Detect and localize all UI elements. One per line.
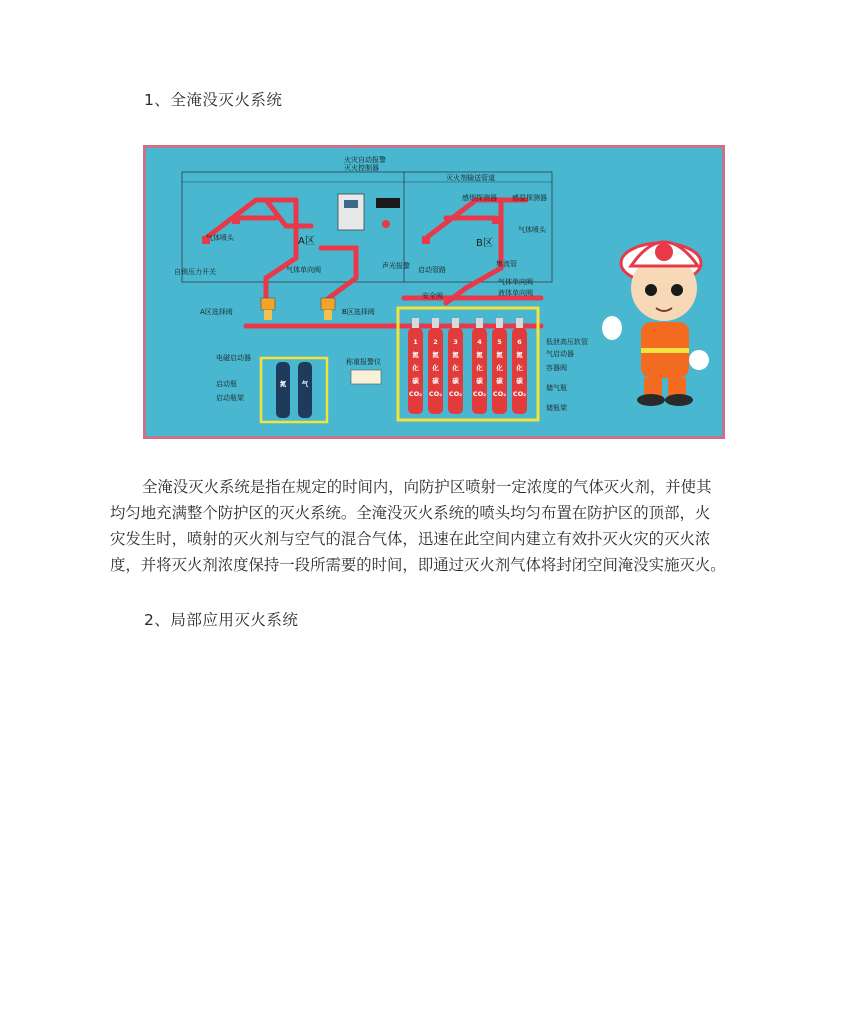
start-bottle-char-0: 氮 bbox=[279, 380, 287, 388]
diagram-label-gas-check: 气体单向阀 bbox=[498, 278, 533, 286]
paragraph-line-3: 灾发生时，喷射的灭火剂与空气的混合气体，迅速在此空间内建立有效扑灭火灾的灭火浓 bbox=[110, 530, 711, 548]
diagram-label-smoke-det: 感烟探测器 bbox=[462, 194, 497, 202]
cylinder-label: CO₂ bbox=[472, 390, 487, 398]
weigh-alarm-box bbox=[351, 370, 381, 384]
cylinder-label: 碳 bbox=[432, 377, 439, 385]
section-heading-1: 1、全淹没灭火系统 bbox=[144, 91, 283, 109]
cylinder-label: 氮 bbox=[496, 351, 503, 359]
diagram-label-zone-b: B区 bbox=[476, 238, 493, 249]
diagram-label-check-valve: 气体单向阀 bbox=[286, 266, 321, 274]
diagram-label-select-b: B区选择阀 bbox=[342, 308, 375, 316]
cylinder-label: 碳 bbox=[476, 377, 483, 385]
diagram-label-liquid-check: 液体单向阀 bbox=[498, 289, 533, 297]
start-bottle-char-1: 气 bbox=[301, 380, 309, 388]
cylinder-label: 2 bbox=[433, 338, 438, 346]
diagram-label-nozzle-a: 气体喷头 bbox=[206, 234, 234, 242]
diagram-label-start-pipe: 启动管路 bbox=[418, 266, 446, 274]
cylinder-label: 1 bbox=[413, 338, 418, 346]
cylinder-label: 碳 bbox=[516, 377, 523, 385]
cylinder-label: 化 bbox=[516, 364, 523, 372]
cylinder-label: 化 bbox=[496, 364, 503, 372]
cylinder-label: 氮 bbox=[516, 351, 523, 359]
diagram-label-start-rack: 启动瓶架 bbox=[216, 394, 244, 402]
cylinder-label: 氮 bbox=[412, 351, 419, 359]
cylinder-label: 氮 bbox=[476, 351, 483, 359]
diagram-label-nozzle-b: 气体喷头 bbox=[518, 226, 546, 234]
cylinder-label: CO₂ bbox=[408, 390, 423, 398]
diagram-label-zone-a: A区 bbox=[298, 236, 315, 247]
firefighter-mascot bbox=[602, 242, 709, 406]
diagram-label-temp-det: 感温探测器 bbox=[512, 194, 547, 202]
cylinder-label: CO₂ bbox=[428, 390, 443, 398]
diagram-label-hose: 低泄高压软管 bbox=[546, 338, 588, 346]
paragraph-line-2: 均匀地充满整个防护区的灭火系统。全淹没灭火系统的喷头均匀布置在防护区的顶部，火 bbox=[110, 504, 711, 522]
cylinder-label: CO₂ bbox=[448, 390, 463, 398]
cylinder-label: 4 bbox=[477, 338, 482, 346]
control-panel bbox=[338, 194, 400, 230]
diagram-label-select-a: A区选择阀 bbox=[200, 308, 233, 316]
diagram-label-weigh-alarm: 称重报警仪 bbox=[346, 358, 381, 366]
diagram-label-container-valve: 容器阀 bbox=[546, 364, 567, 372]
select-valve-b bbox=[321, 298, 335, 320]
cylinder-label: 碳 bbox=[412, 377, 419, 385]
diagram-label-storage-bottle: 储气瓶 bbox=[546, 384, 567, 392]
cylinder-label: 碳 bbox=[452, 377, 459, 385]
cylinder-label: 化 bbox=[432, 364, 439, 372]
start-bottle-rack bbox=[261, 358, 327, 422]
fire-system-diagram bbox=[143, 145, 725, 439]
cylinder-label: CO₂ bbox=[512, 390, 527, 398]
diagram-label-storage-rack: 储瓶架 bbox=[546, 404, 567, 412]
paragraph-line-1: 全淹没灭火系统是指在规定的时间内，向防护区喷射一定浓度的气体灭火剂，并使其 bbox=[142, 478, 712, 496]
cylinder-label: 化 bbox=[476, 364, 483, 372]
cylinder-label: 化 bbox=[452, 364, 459, 372]
cylinder-label: 6 bbox=[517, 338, 522, 346]
diagram-label-gas-actuator: 气启动器 bbox=[546, 350, 574, 358]
paragraph-line-4: 度，并将灭火剂浓度保持一段所需要的时间，即通过灭火剂气体将封闭空间淹没实施灭火。 bbox=[110, 556, 726, 574]
select-valve-a bbox=[261, 298, 275, 320]
diagram-label-manifold: 集流管 bbox=[496, 260, 517, 268]
diagram-label-start-bottle: 启动瓶 bbox=[216, 380, 237, 388]
diagram-label-solenoid: 电磁启动器 bbox=[216, 354, 251, 362]
diagram-label-pipe-top: 灭火剂输送管道 bbox=[446, 174, 495, 182]
diagram-label-pressure-switch: 自锁压力开关 bbox=[174, 268, 216, 276]
diagram-label-panel-top: 火灾自动报警 bbox=[344, 156, 386, 164]
cylinder-label: CO₂ bbox=[492, 390, 507, 398]
body-paragraph bbox=[110, 474, 758, 578]
diagram-label-panel-top: 灭火控制器 bbox=[344, 164, 379, 172]
cylinder-label: 氮 bbox=[432, 351, 439, 359]
section-heading-2: 2、局部应用灭火系统 bbox=[144, 611, 299, 629]
cylinder-label: 3 bbox=[453, 338, 458, 346]
cylinder-label: 碳 bbox=[496, 377, 503, 385]
diagram-label-ext-signal: 声光报警 bbox=[382, 262, 410, 270]
cylinder-label: 5 bbox=[497, 338, 502, 346]
diagram-label-safety-valve: 安全阀 bbox=[422, 292, 443, 300]
cylinder-label: 化 bbox=[412, 364, 419, 372]
cylinder-label: 氮 bbox=[452, 351, 459, 359]
